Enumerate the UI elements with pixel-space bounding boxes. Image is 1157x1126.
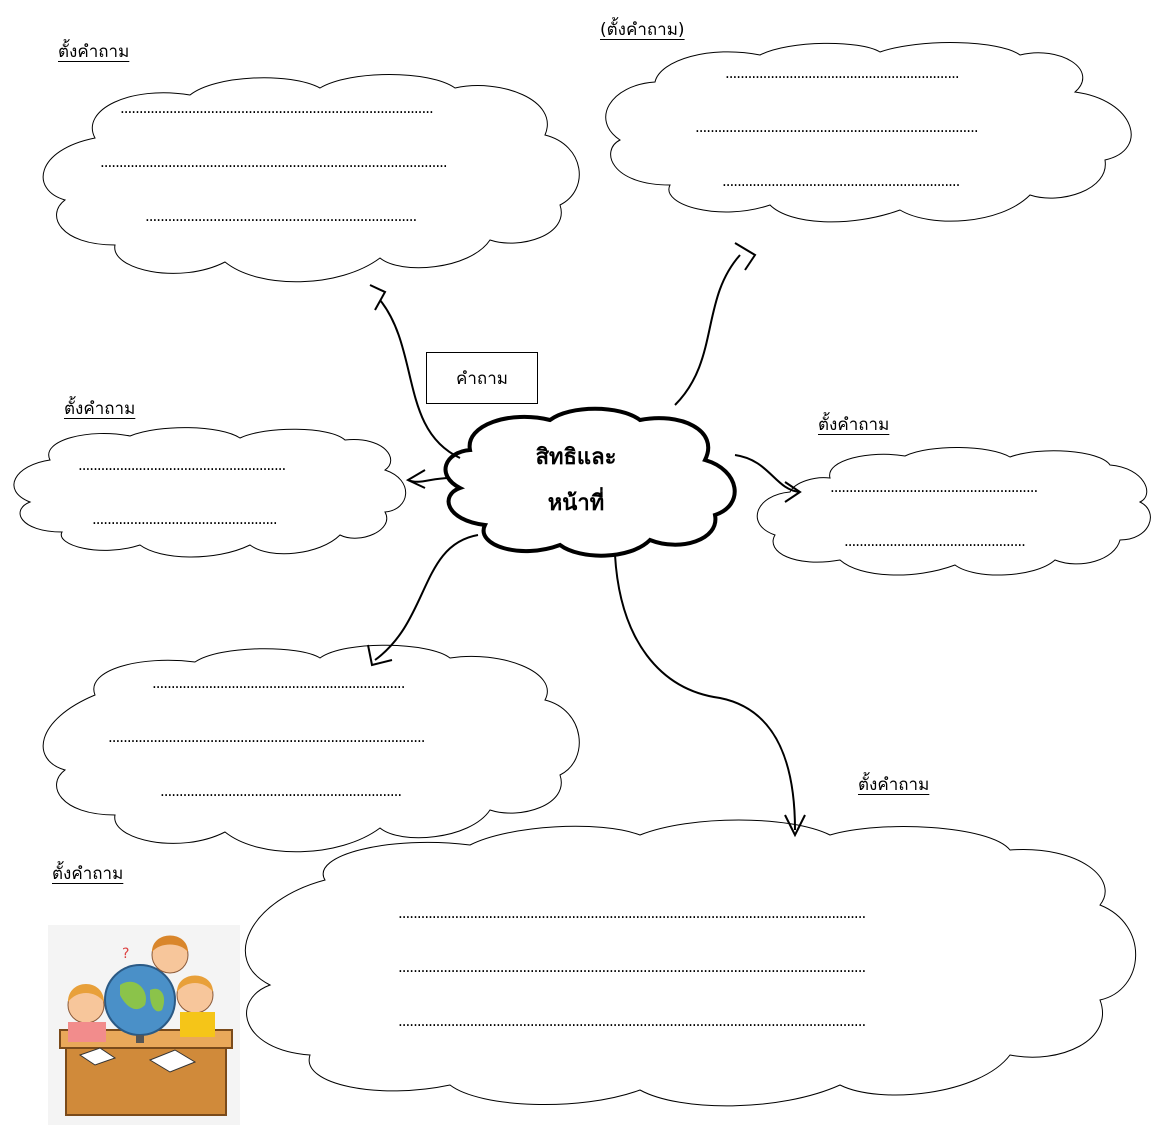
children-with-globe-illustration bbox=[48, 925, 240, 1125]
answer-line-bottom-left-3[interactable]: ................................................................ bbox=[160, 782, 402, 800]
answer-line-bottom-big-1[interactable]: ............................................................................................................................ bbox=[398, 904, 866, 922]
center-title-line1: สิทธิและ bbox=[535, 445, 617, 470]
cloud-mid-left bbox=[14, 428, 406, 557]
answer-line-mid-right-2[interactable]: ................................................ bbox=[844, 532, 1025, 550]
label-mid-right: ตั้งคำถาม bbox=[818, 415, 890, 435]
answer-line-top-left-2[interactable]: ............................................................................................ bbox=[100, 153, 447, 171]
answer-line-bottom-big-2[interactable]: ............................................................................................................................ bbox=[398, 958, 866, 976]
answer-line-mid-left-2[interactable]: ................................................. bbox=[92, 510, 277, 528]
answer-line-bottom-left-1[interactable]: ................................................................... bbox=[152, 674, 405, 692]
svg-text:?: ? bbox=[122, 946, 130, 962]
question-box: คำถาม bbox=[426, 352, 538, 404]
label-bottom-left: ตั้งคำถาม bbox=[52, 864, 124, 884]
label-top-left: ตั้งคำถาม bbox=[58, 42, 130, 62]
answer-line-bottom-left-2[interactable]: .................................................................................... bbox=[108, 728, 425, 746]
answer-line-top-right-3[interactable]: ............................................................... bbox=[722, 172, 960, 190]
answer-line-top-left-1[interactable]: ................................................................................... bbox=[120, 99, 433, 117]
answer-line-top-right-1[interactable]: .............................................................. bbox=[725, 64, 959, 82]
answer-line-bottom-big-3[interactable]: ............................................................................................................................ bbox=[398, 1012, 866, 1030]
cloud-mid-right bbox=[757, 447, 1150, 575]
answer-line-mid-right-1[interactable]: ....................................................... bbox=[830, 478, 1038, 496]
answer-line-top-left-3[interactable]: ........................................................................ bbox=[145, 207, 417, 225]
label-bottom-right: ตั้งคำถาม bbox=[858, 775, 930, 795]
label-top-right: (ตั้งคำถาม) bbox=[600, 20, 685, 40]
answer-line-mid-left-1[interactable]: ....................................................... bbox=[78, 456, 286, 474]
center-title-line2: หน้าที่ bbox=[547, 491, 605, 516]
answer-line-top-right-2[interactable]: ........................................................................... bbox=[695, 118, 978, 136]
label-mid-left: ตั้งคำถาม bbox=[64, 399, 136, 419]
